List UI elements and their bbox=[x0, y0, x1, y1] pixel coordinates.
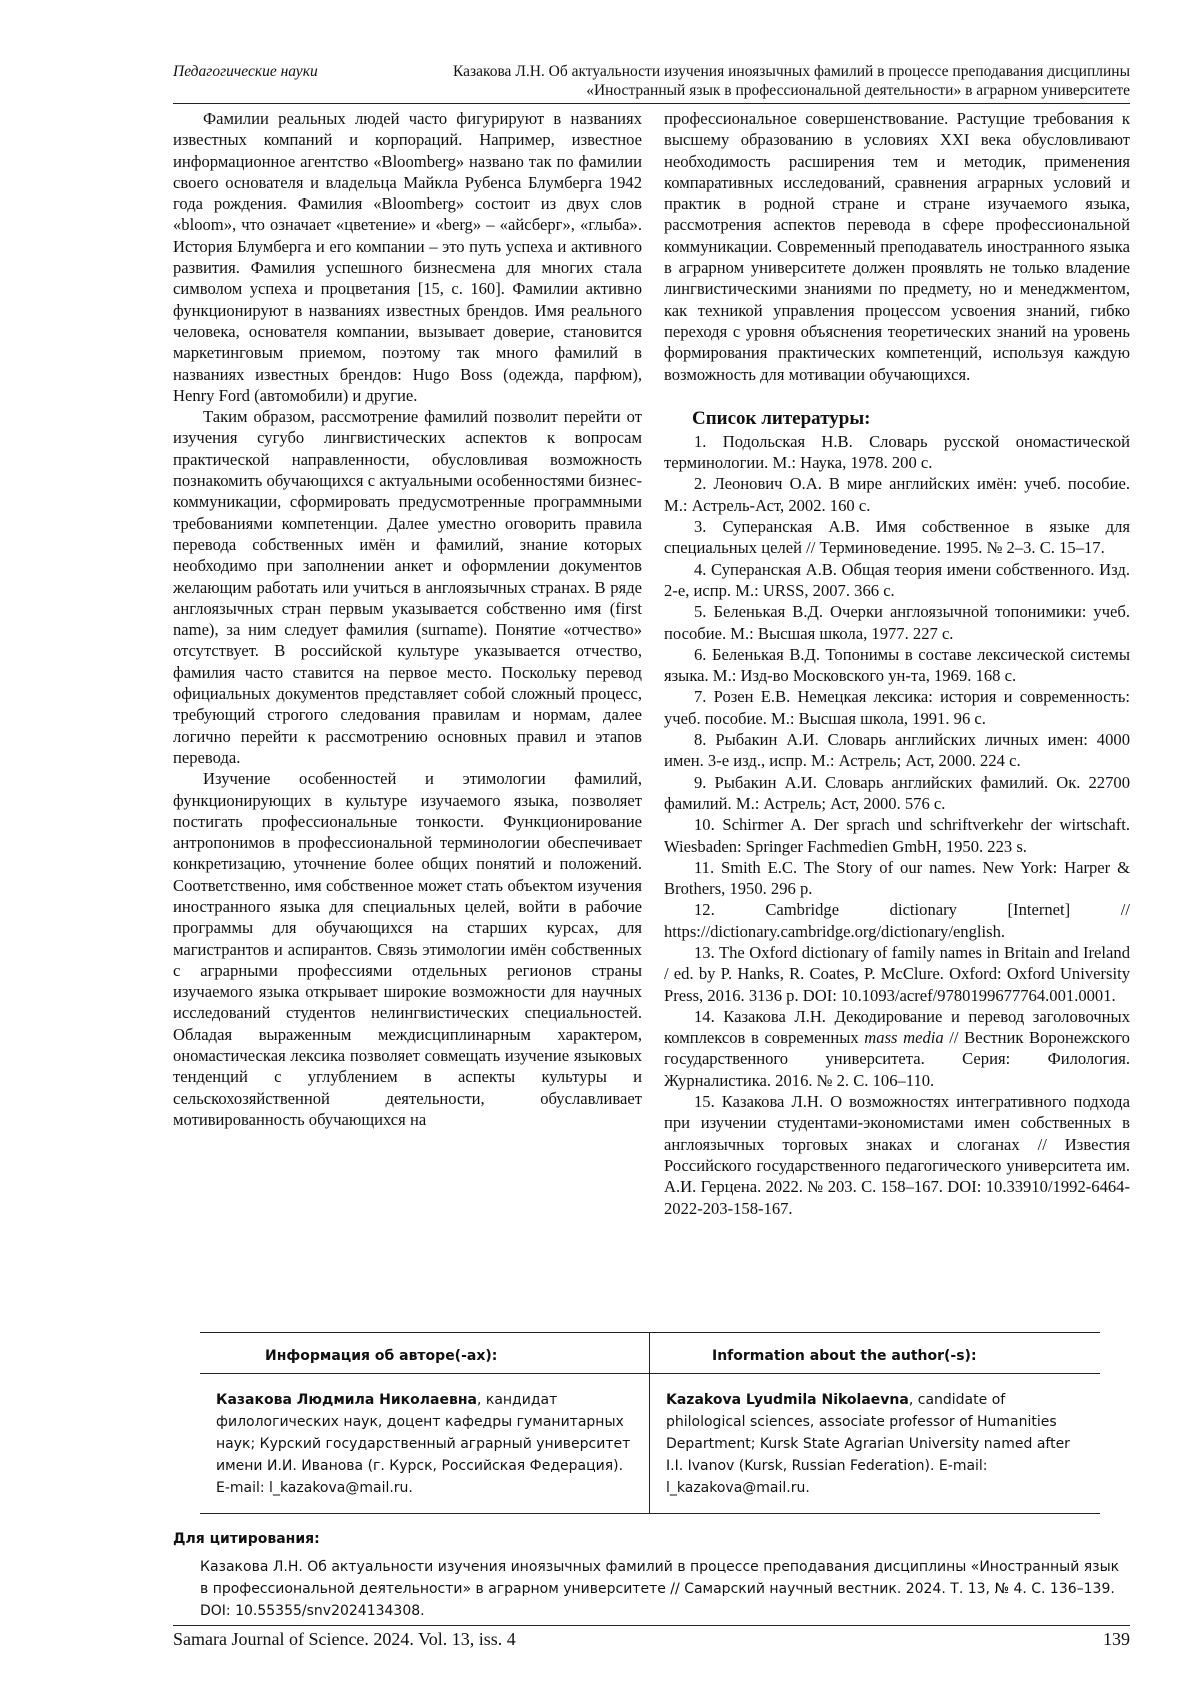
reference-item: 3. Суперанская А.В. Имя собственное в языке для специальных целей // Терминоведение. 1995. № 2–3. С. 15–17. bbox=[664, 517, 1130, 558]
reference-item: 5. Беленькая В.Д. Очерки англоязычной топонимики: учеб. пособие. М.: Высшая школа, 1977. 227 с. bbox=[664, 602, 1130, 643]
reference-item: 11. Smith E.C. The Story of our names. New York: Harper & Brothers, 1950. 296 p. bbox=[664, 857, 1130, 899]
reference-item: 7. Розен Е.В. Немецкая лексика: история и современность: учеб. пособие. М.: Высшая школа, 1991. 96 с. bbox=[664, 687, 1130, 728]
reference-item bbox=[664, 1006, 1130, 1091]
header-section: Педагогические науки bbox=[173, 63, 318, 80]
author-details-en: , candidate of philological sciences, associate professor of Humanities Department; Kursk State Agrarian University named after I.I. Ivanov (Kursk, Russian Federation). E-mail: l_kazakova@mail.ru. bbox=[666, 1392, 1070, 1496]
citation-label: Для цитирования: bbox=[173, 1531, 320, 1547]
table-rule bbox=[200, 1373, 1100, 1374]
reference-item: 15. Казакова Л.Н. О возможностях интегративного подхода при изучении студентами-экономистами имен собственных в англоязычных торговых знаках и слоганах // Известия Российского государственного педагогического университета им. А.И. Герцена. 2022. № 203. С. 158–167. DOI: 10.33910/1992-6464-2022-203-158-167. bbox=[664, 1092, 1130, 1218]
author-info-heading-ru: Информация об авторе(-ах): bbox=[265, 1348, 498, 1364]
reference-item: 10. Schirmer A. Der sprach und schriftverkehr der wirtschaft. Wiesbaden: Springer Fachmedien GmbH, 1950. 223 s. bbox=[664, 815, 1130, 856]
body-paragraph: Фамилии реальных людей часто фигурируют в названиях известных компаний и корпораций. Например, известное информационное агентство «Bloomberg» названо так по фамилии своего основателя и владельца Майкла Рубенса Блумберга 1942 года рождения. Фамилия «Bloomberg» состоит из двух слов «bloom», что означает «цветение» и «berg» – «айсберг», «глыба». История Блумберга и его компании – это путь успеха и активного развития. Фамилия успешного бизнесмена для многих стала символом успеха и процветания [15, с. 160]. Фамилии активно функционируют в названиях известных брендов. Имя реального человека, основателя компании, вызывает доверие, становится маркетинговым приемом, поэтому так много фамилий в названиях известных брендов: Hugo Boss (одежда, парфюм), Henry Ford (автомобили) и другие. bbox=[173, 109, 642, 405]
references-list bbox=[664, 431, 1130, 1219]
reference-item: 1. Подольская Н.В. Словарь русской ономастической терминологии. М.: Наука, 1978. 200 с. bbox=[664, 431, 1130, 473]
running-header bbox=[173, 62, 1130, 104]
footer-rule bbox=[173, 1625, 1130, 1626]
left-column bbox=[173, 108, 642, 1130]
author-name-en: Kazakova Lyudmila Nikolaevna bbox=[666, 1392, 909, 1408]
reference-item: 13. The Oxford dictionary of family names in Britain and Ireland / ed. by P. Hanks, R. Coates, P. McClure. Oxford: Oxford University Press, 2016. 3136 p. DOI: 10.1093/acref/9780199677764.001.0001. bbox=[664, 942, 1130, 1005]
header-rule bbox=[173, 103, 1130, 104]
reference-item: 2. Леонович О.А. В мире английских имён: учеб. пособие. М.: Астрель-Аст, 2002. 160 с. bbox=[664, 474, 1130, 515]
footer-journal: Samara Journal of Science. 2024. Vol. 13, iss. 4 bbox=[173, 1629, 516, 1649]
reference-item: 8. Рыбакин А.И. Словарь английских личных имен: 4000 имен. 3-е изд., испр. М.: Астрель; Аст, 2000. 224 с. bbox=[664, 730, 1130, 771]
author-details-ru: , кандидат филологических наук, доцент кафедры гуманитарных наук; Курский государственный аграрный университет имени И.И. Иванова (г. Курск, Российская Федерация). E-mail: l_kazakova@mail.ru. bbox=[216, 1392, 631, 1496]
body-paragraph: Изучение особенностей и этимологии фамилий, функционирующих в культуре изучаемого языка, позволяет постигать профессиональные тонкости. Функционирование антропонимов в профессиональной терминологии обеспечивает конкретизацию, уточнение более общих понятий и положений. Соответственно, имя собственное может стать объектом изучения иностранного языка для специальных целей, войти в рабочие программы для обучающихся на старших курсах, для магистрантов и аспирантов. Связь этимологии имён собственных с аграрными профессиями отдельных регионов страны изучаемого языка открывает широкие возможности для научных исследований студентов нелингвистических специальностей. Обладая выраженным междисциплинарным характером, ономастическая лексика позволяет совмещать изучение языковых тенденций с углублением в аспекты культуры и сельскохозяйственной деятельности, обуславливает мотивированность обучающихся на bbox=[173, 769, 642, 1129]
author-info-table bbox=[200, 1332, 1100, 1514]
reference-item: 4. Суперанская А.В. Общая теория имени собственного. Изд. 2-е, испр. М.: URSS, 2007. 366 с. bbox=[664, 559, 1130, 600]
reference-item: 6. Беленькая В.Д. Топонимы в составе лексической системы языка. М.: Изд-во Московского ун-та, 1969. 168 с. bbox=[664, 644, 1130, 686]
reference-item: 12. Cambridge dictionary [Internet] // https://dictionary.cambridge.org/dictionary/english. bbox=[664, 900, 1130, 941]
author-info-en bbox=[666, 1389, 1086, 1499]
citation-text: Казакова Л.Н. Об актуальности изучения иноязычных фамилий в процессе преподавания дисциплины «Иностранный язык в профессиональной деятельности» в аграрном университете // Самарский научный вестник. 2024. Т. 13, № 4. С. 136–139. DOI: 10.55355/snv2024134308. bbox=[200, 1559, 1120, 1619]
header-article-title: Казакова Л.Н. Об актуальности изучения иноязычных фамилий в процессе преподавания дисциплины «Иностранный язык в профессиональной деятельности» в аграрном университете bbox=[452, 63, 1130, 99]
table-divider bbox=[649, 1333, 650, 1513]
body-paragraph: Таким образом, рассмотрение фамилий позволит перейти от изучения сугубо лингвистических аспектов к вопросам практической направленности, обусловливая возможность познакомить обучающихся с актуальными особенностями бизнес-коммуникации, сформировать предусмотренные программными требованиями компетенции. Далее уместно оговорить правила перевода собственных имён и фамилий, знание которых необходимо при заполнении анкет и оформлении документов желающим работать или учиться в англоязычных странах. В ряде англоязычных стран первым указывается собственно имя (first name), за ним следует фамилия (surname). Понятие «отчество» отсутствует. В российской культуре указывается отчество, фамилия часто ставится на первое место. Поскольку перевод официальных документов представляет собой сложный процесс, требующий строгого следования правилам и нормам, далее логично перейти к рассмотрению основных правил и этапов перевода. bbox=[173, 407, 642, 767]
reference-item: 9. Рыбакин А.И. Словарь английских фамилий. Ок. 22700 фамилий. М.: Астрель; Аст, 2000. 576 с. bbox=[664, 772, 1130, 813]
page-number: 139 bbox=[1103, 1629, 1130, 1649]
reference-text: 14. Казакова Л.Н. Декодирование и перевод заголовочных комплексов в современных bbox=[664, 1006, 1130, 1048]
author-info-heading-en: Information about the author(-s): bbox=[712, 1348, 977, 1364]
body-paragraph-continuation: профессиональное совершенствование. Растущие требования к высшему образованию в условиях XXI века обусловливают необходимость расширения тем и методик, применения компаративных исследований, сравнения аграрных условий и практик в родной стране и стране изучаемого языка, рассмотрения аспектов перевода в сфере профессиональной коммуникации. Современный преподаватель иностранного языка в аграрном университете должен проявлять не только владение лингвистическими знаниями по предмету, но и менеджментом, как техникой управления процессом усвоения знаний, гибко переходя с уровня объяснения теоретических знаний на уровень формирования практических компетенций, используя каждую возможность для мотивации обучающихся. bbox=[664, 109, 1130, 384]
references-title: Список литературы: bbox=[692, 407, 871, 429]
reference-text: // Вестник Воронежского государственного университета. Серия: Филология. Журналистика. 2016. № 2. С. 106–110. bbox=[664, 1028, 1130, 1090]
right-column bbox=[664, 108, 1130, 1219]
reference-italic-term: mass media bbox=[864, 1028, 944, 1048]
author-info-ru bbox=[216, 1389, 636, 1499]
author-name-ru: Казакова Людмила Николаевна bbox=[216, 1392, 477, 1408]
